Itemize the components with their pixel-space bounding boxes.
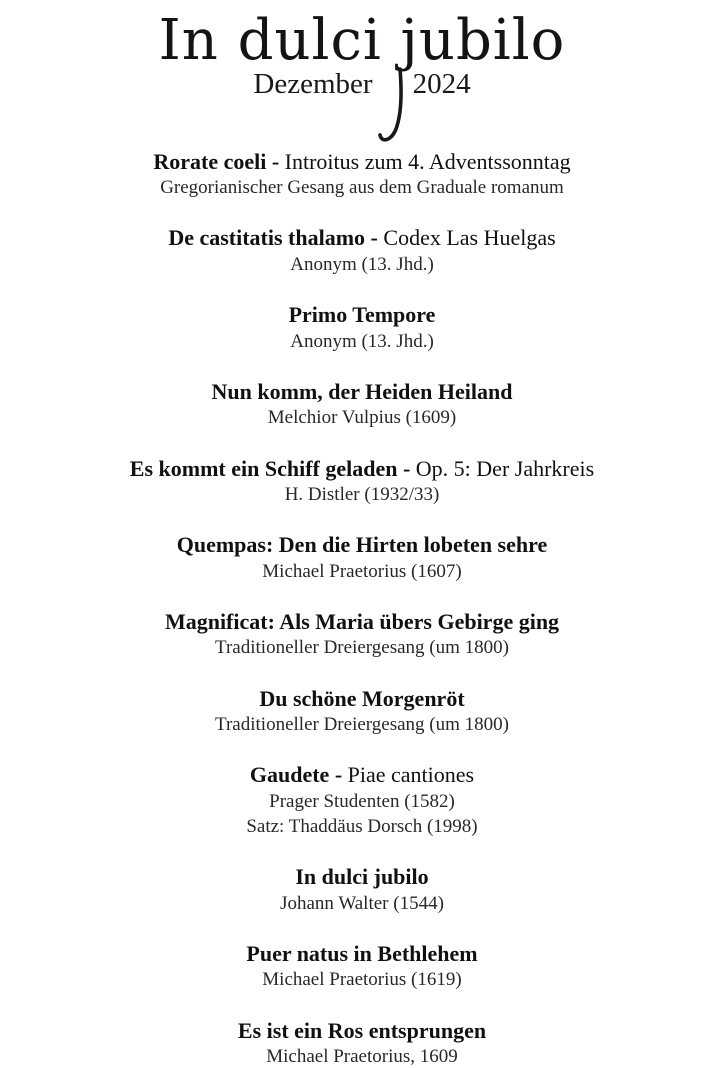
piece-credit: H. Distler (1932/33) [284, 484, 440, 506]
piece-title: De castitatis thalamo - [168, 225, 378, 251]
piece-title-line [0, 456, 724, 482]
piece-title: Nun komm, der Heiden Heiland [211, 378, 513, 404]
piece-title-suffix: Codex Las Huelgas [377, 225, 556, 251]
piece-credit: Gregorianischer Gesang aus dem Graduale romanum [160, 177, 564, 199]
program-entry [0, 379, 724, 430]
program-entry [0, 609, 724, 660]
piece-title-suffix: Piae cantiones [342, 762, 475, 788]
piece-credit: Michael Praetorius (1607) [262, 560, 462, 582]
piece-credit: Johann Walter (1544) [280, 892, 444, 914]
piece-title-line [0, 762, 724, 788]
piece-title: Gaudete - [249, 762, 343, 788]
piece-credit: Anonym (13. Jhd.) [290, 254, 434, 275]
program-entry [0, 149, 724, 200]
program-entry [0, 941, 724, 992]
piece-title: Es kommt ein Schiff geladen - [129, 455, 411, 481]
date-month: Dezember [253, 67, 373, 100]
program-entry [0, 302, 724, 353]
j-swash-ornament [377, 69, 409, 147]
program-entry [0, 456, 724, 507]
piece-title-line [0, 941, 724, 967]
piece-credit: Prager Studenten (1582) [269, 790, 455, 812]
piece-credit: Traditioneller Dreiergesang (um 1800) [215, 714, 509, 736]
piece-title: Magnificat: Als Maria übers Gebirge ging [164, 608, 560, 634]
program-entry [0, 532, 724, 583]
piece-title: Quempas: Den die Hirten lobeten sehre [176, 532, 548, 558]
piece-title-suffix: Op. 5: Der Jahrkreis [410, 455, 595, 481]
piece-title: Es ist ein Ros entsprungen [237, 1017, 487, 1043]
piece-title: Primo Tempore [288, 302, 436, 328]
piece-credit: Michael Praetorius (1619) [262, 969, 462, 991]
piece-title: Puer natus in Bethlehem [246, 940, 478, 966]
piece-credit: Anonym (13. Jhd.) [290, 330, 434, 352]
piece-title-line [0, 609, 724, 635]
piece-credit: Melchior Vulpius (1609) [267, 407, 457, 429]
piece-title-line [0, 686, 724, 712]
header [0, 0, 724, 133]
program-entry [0, 686, 724, 737]
piece-title-line [0, 149, 724, 175]
piece-title-line [0, 379, 724, 405]
piece-title-line [0, 532, 724, 558]
piece-credit: Traditioneller Dreiergesang (um 1800) [215, 637, 509, 659]
piece-title-line [0, 864, 724, 890]
program-entry [0, 762, 724, 838]
program-entry [0, 864, 724, 915]
program-entry [0, 1018, 724, 1068]
piece-title-suffix: Introitus zum 4. Adventssonntag [279, 148, 571, 174]
page-title: In dulci jubilo [158, 8, 566, 73]
piece-title: In dulci jubilo [295, 864, 429, 890]
piece-title-line [0, 1018, 724, 1044]
date-year: 2024 [412, 67, 471, 100]
piece-credit: Michael Praetorius, 1609 [266, 1046, 458, 1068]
program-list [0, 149, 724, 1068]
piece-title: Du schöne Morgenröt [259, 685, 465, 711]
piece-credit: Satz: Thaddäus Dorsch (1998) [246, 815, 478, 837]
piece-title-line [0, 302, 724, 328]
program-entry [0, 225, 724, 276]
piece-title: Rorate coeli - [153, 148, 280, 174]
date-row [0, 69, 724, 133]
piece-title-line [0, 225, 724, 251]
